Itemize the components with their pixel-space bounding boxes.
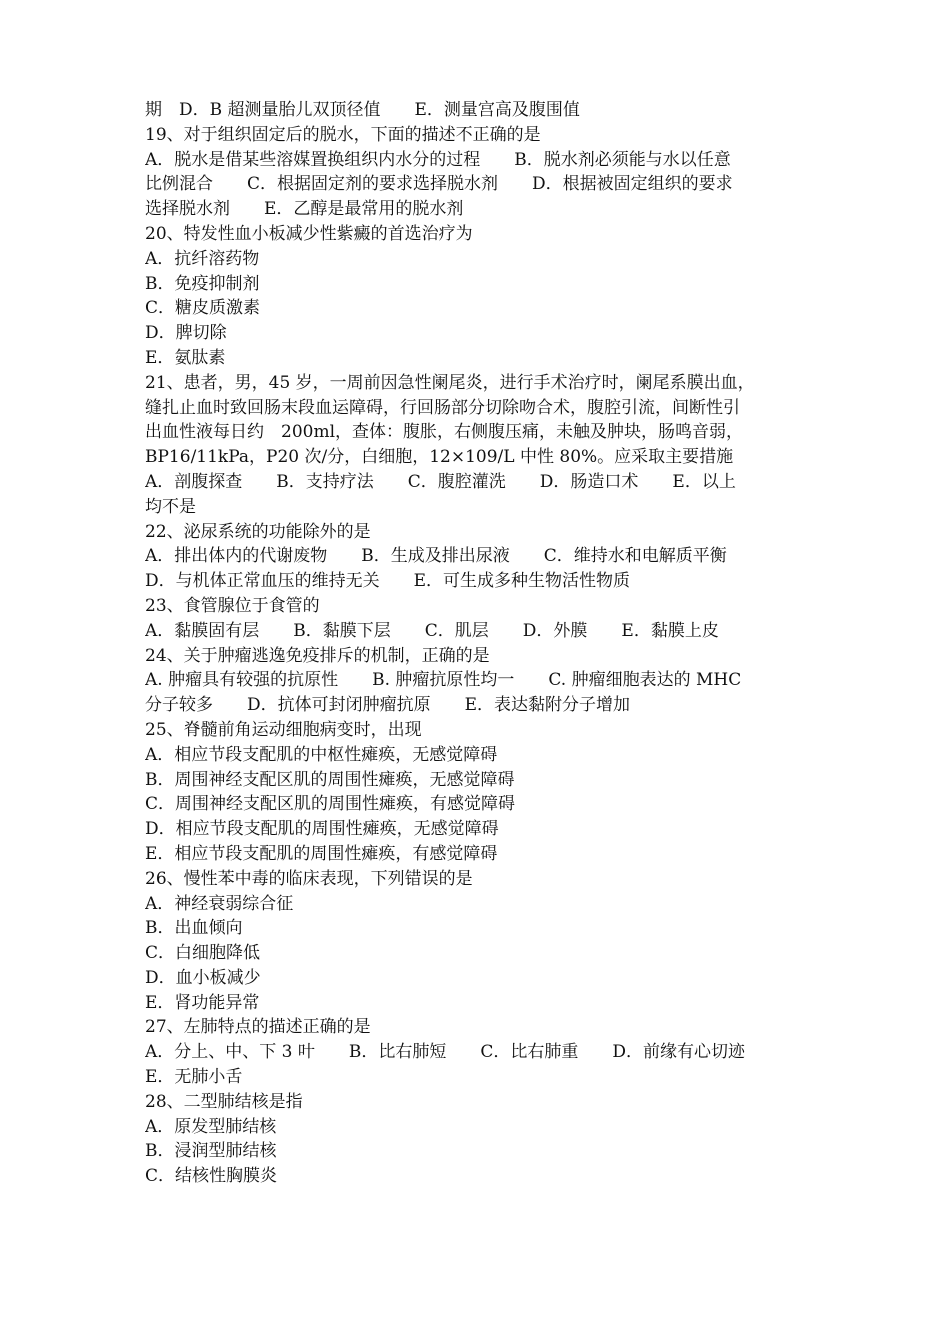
option-line: C．周围神经支配区肌的周围性瘫痪，有感觉障碍 [145, 794, 516, 815]
option-line: B．周围神经支配区肌的周围性瘫痪，无感觉障碍 [145, 769, 515, 790]
option-line: C．结核性胸膜炎 [145, 1166, 278, 1187]
question-24-stem: 24、关于肿瘤逃逸免疫排斥的机制，正确的是 [145, 645, 490, 666]
question-28-stem: 28、二型肺结核是指 [145, 1091, 303, 1112]
option-line: A．剖腹探查 B．支持疗法 C．腹腔灌洗 D．肠造口术 E．以上 [145, 471, 736, 492]
option-line: B．免疫抑制剂 [145, 273, 260, 294]
option-line: A．排出体内的代谢废物 B．生成及排出尿液 C．维持水和电解质平衡 [145, 546, 727, 567]
option-line: C．糖皮质激素 [145, 298, 261, 319]
question-25-stem: 25、脊髓前角运动细胞病变时，出现 [145, 719, 422, 740]
option-line: C．白细胞降低 [145, 943, 261, 964]
question-19-stem: 19、对于组织固定后的脱水，下面的描述不正确的是 [145, 124, 541, 145]
option-line: 分子较多 D．抗体可封闭肿瘤抗原 E．表达黏附分子增加 [145, 695, 631, 716]
document-page [145, 98, 810, 1189]
question-20-stem: 20、特发性血小板减少性紫癜的首选治疗为 [145, 223, 473, 244]
text-line: 比例混合 C．根据固定剂的要求选择脱水剂 D．根据被固定组织的要求 [145, 174, 733, 195]
question-27-stem: 27、左肺特点的描述正确的是 [145, 1017, 371, 1038]
text-line: 均不是 [145, 496, 196, 517]
option-line: D．脾切除 [145, 323, 227, 344]
question-22-stem: 22、泌尿系统的功能除外的是 [145, 521, 371, 542]
text-line: 出血性液每日约 200ml，查体：腹胀，右侧腹压痛，未触及肿块，肠鸣音弱， [145, 422, 744, 443]
option-line: A．神经衰弱综合征 [145, 893, 294, 914]
text-line: A．脱水是借某些溶媒置换组织内水分的过程 B．脱水剂必须能与水以任意 [145, 149, 731, 170]
question-21-stem: 21、患者，男，45 岁，一周前因急性阑尾炎，进行手术治疗时，阑尾系膜出血， [145, 372, 755, 393]
option-line: E．无肺小舌 [145, 1067, 243, 1088]
option-line: D．与机体正常血压的维持无关 E．可生成多种生物活性物质 [145, 571, 631, 592]
option-line: A．分上、中、下 3 叶 B．比右肺短 C．比右肺重 D．前缘有心切迹 [145, 1042, 746, 1063]
text-line: BP16/11kPa，P20 次/分，白细胞，12×109/L 中性 80%。应采取主要措施 [145, 447, 734, 468]
text-line: 选择脱水剂 E．乙醇是最常用的脱水剂 [145, 199, 464, 220]
question-23-stem: 23、食管腺位于食管的 [145, 595, 320, 616]
option-line: D．相应节段支配肌的周围性瘫痪，无感觉障碍 [145, 819, 499, 840]
option-line: A．相应节段支配肌的中枢性瘫痪，无感觉障碍 [145, 744, 498, 765]
question-26-stem: 26、慢性苯中毒的临床表现，下列错误的是 [145, 868, 473, 889]
option-line: A．黏膜固有层 B．黏膜下层 C．肌层 D．外膜 E．黏膜上皮 [145, 620, 719, 641]
option-line: A. 肿瘤具有较强的抗原性 B. 肿瘤抗原性均一 C. 肿瘤细胞表达的 MHC [145, 670, 742, 691]
option-line: B．出血倾向 [145, 918, 243, 939]
option-line: B．浸润型肺结核 [145, 1141, 277, 1162]
option-line: A．原发型肺结核 [145, 1116, 277, 1137]
option-line: E．肾功能异常 [145, 992, 260, 1013]
option-line: E．相应节段支配肌的周围性瘫痪，有感觉障碍 [145, 843, 498, 864]
text-line: 缝扎止血时致回肠末段血运障碍，行回肠部分切除吻合术，腹腔引流，间断性引 [145, 397, 740, 418]
option-line: A．抗纤溶药物 [145, 248, 260, 269]
text-line: 期 D．B 超测量胎儿双顶径值 E．测量宫高及腹围值 [145, 100, 580, 120]
option-line: E．氨肽素 [145, 347, 226, 368]
option-line: D．血小板减少 [145, 967, 261, 988]
